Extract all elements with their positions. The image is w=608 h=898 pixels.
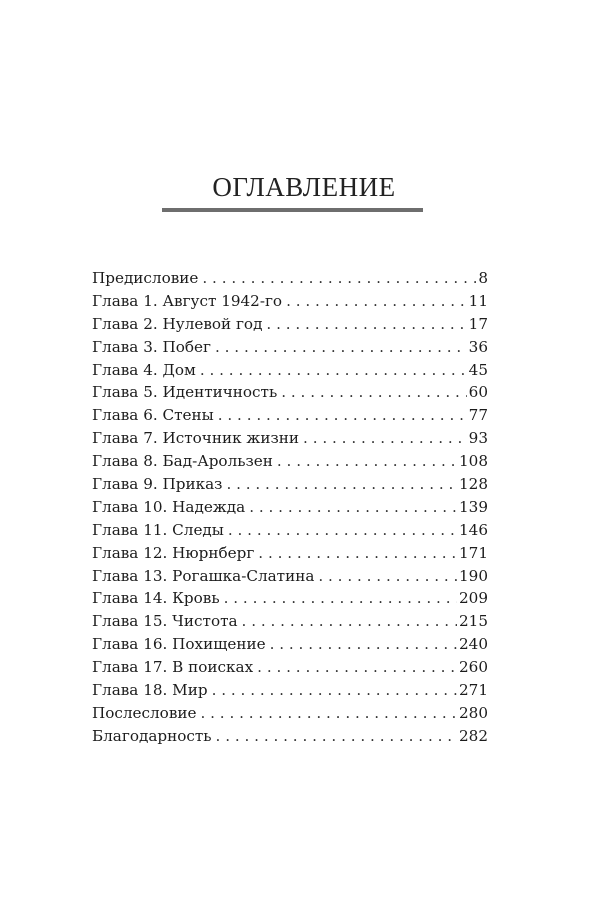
toc-entry-label: Глава 9. Приказ xyxy=(92,475,223,494)
toc-leader-dots xyxy=(201,702,458,725)
toc-leader-dots xyxy=(249,496,457,519)
toc-entry xyxy=(92,702,488,725)
toc-leader-dots xyxy=(228,519,457,542)
toc-entry xyxy=(92,381,488,404)
toc-entry xyxy=(92,336,488,359)
toc-entry-label: Глава 6. Стены xyxy=(92,406,214,425)
toc-entry-label: Глава 13. Рогашка-Слатина xyxy=(92,566,315,585)
table-of-contents xyxy=(92,267,488,748)
toc-leader-dots xyxy=(226,473,457,496)
toc-entry xyxy=(92,725,488,748)
toc-leader-dots xyxy=(216,725,457,748)
toc-entry xyxy=(92,519,488,542)
toc-entry-page: 36 xyxy=(468,337,488,356)
toc-entry-page: 146 xyxy=(459,520,488,539)
toc-entry-page: 171 xyxy=(459,543,488,562)
toc-entry xyxy=(92,359,488,382)
toc-entry xyxy=(92,633,488,656)
toc-leader-dots xyxy=(215,336,467,359)
toc-leader-dots xyxy=(257,656,457,679)
toc-leader-dots xyxy=(281,381,466,404)
toc-leader-dots xyxy=(242,610,457,633)
toc-entry-label: Глава 18. Мир xyxy=(92,681,208,700)
toc-entry-page: 215 xyxy=(459,612,488,631)
toc-entry-label: Глава 10. Надежда xyxy=(92,497,246,516)
toc-entry-page: 11 xyxy=(468,291,488,310)
toc-entry xyxy=(92,610,488,633)
toc-entry-page: 108 xyxy=(459,452,488,471)
toc-leader-dots xyxy=(200,359,467,382)
toc-leader-dots xyxy=(277,450,457,473)
toc-leader-dots xyxy=(224,587,457,610)
toc-entry xyxy=(92,404,488,427)
toc-entry xyxy=(92,542,488,565)
toc-leader-dots xyxy=(303,427,467,450)
toc-entry-label: Глава 16. Похищение xyxy=(92,635,266,654)
toc-entry-page: 128 xyxy=(459,475,488,494)
page-title: ОГЛАВЛЕНИЕ xyxy=(212,172,396,202)
toc-entry-label: Глава 14. Кровь xyxy=(92,589,220,608)
toc-leader-dots xyxy=(270,633,457,656)
toc-entry xyxy=(92,473,488,496)
toc-entry-label: Глава 17. В поисках xyxy=(92,658,254,677)
toc-entry-label: Глава 4. Дом xyxy=(92,360,196,379)
toc-entry xyxy=(92,267,488,290)
toc-entry-label: Послесловие xyxy=(92,703,197,722)
toc-entry-page: 60 xyxy=(468,383,488,402)
toc-entry-label: Глава 5. Идентичность xyxy=(92,383,278,402)
toc-entry xyxy=(92,290,488,313)
toc-entry xyxy=(92,565,488,588)
toc-entry-page: 271 xyxy=(459,681,488,700)
toc-entry-label: Глава 3. Побег xyxy=(92,337,211,356)
toc-entry xyxy=(92,450,488,473)
toc-entry-page: 8 xyxy=(478,269,488,287)
toc-leader-dots xyxy=(212,679,457,702)
toc-entry-label: Глава 7. Источник жизни xyxy=(92,429,300,448)
title-underline xyxy=(162,208,423,212)
toc-entry-label: Глава 11. Следы xyxy=(92,520,224,539)
toc-entry-page: 240 xyxy=(459,635,488,654)
toc-entry-page: 190 xyxy=(459,566,488,585)
toc-entry-page: 209 xyxy=(459,589,488,608)
toc-entry-label: Глава 1. Август 1942-го xyxy=(92,291,283,310)
toc-entry-label: Глава 12. Нюрнберг xyxy=(92,543,255,562)
toc-leader-dots xyxy=(266,313,466,336)
toc-entry-page: 17 xyxy=(468,314,488,333)
toc-entry-page: 282 xyxy=(459,726,488,745)
toc-leader-dots xyxy=(218,404,467,427)
toc-entry-page: 93 xyxy=(468,429,488,448)
toc-entry-page: 77 xyxy=(468,406,488,425)
toc-leader-dots xyxy=(318,565,457,588)
toc-entry-page: 139 xyxy=(459,497,488,516)
toc-leader-dots xyxy=(202,267,476,290)
toc-entry xyxy=(92,679,488,702)
toc-entry-label: Глава 15. Чистота xyxy=(92,612,238,631)
toc-entry xyxy=(92,313,488,336)
toc-entry-page: 45 xyxy=(468,360,488,379)
toc-entry xyxy=(92,656,488,679)
toc-entry xyxy=(92,587,488,610)
toc-entry xyxy=(92,496,488,519)
toc-entry-page: 260 xyxy=(459,658,488,677)
toc-entry-label: Глава 8. Бад-Арользен xyxy=(92,452,273,471)
toc-entry-label: Глава 2. Нулевой год xyxy=(92,314,263,333)
toc-entry-page: 280 xyxy=(459,703,488,722)
toc-entry-label: Благодарность xyxy=(92,726,212,745)
toc-leader-dots xyxy=(258,542,457,565)
toc-leader-dots xyxy=(286,290,467,313)
toc-entry xyxy=(92,427,488,450)
toc-entry-label: Предисловие xyxy=(92,269,199,287)
